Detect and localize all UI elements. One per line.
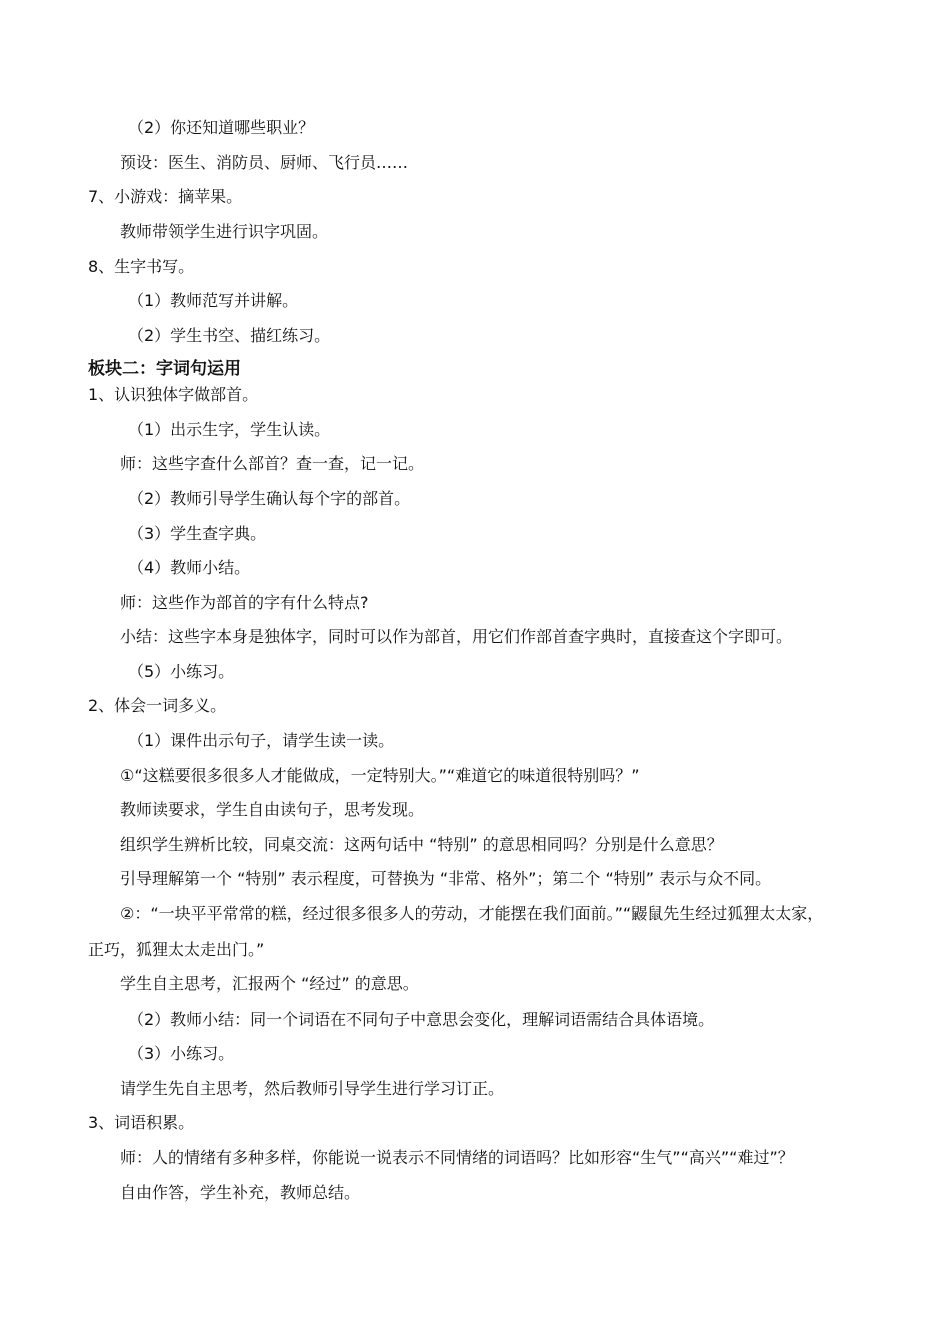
numbered-item: 1、认识独体字做部首。 xyxy=(88,385,259,404)
text-line: 引导理解第一个 “特别” 表示程度，可替换为 “非常、格外”；第二个 “特别” 表示与众不同。 xyxy=(120,869,772,888)
text-line: （3）小练习。 xyxy=(128,1044,235,1063)
numbered-item: 2、体会一词多义。 xyxy=(88,696,227,715)
numbered-item: 8、生字书写。 xyxy=(88,257,195,276)
text-line: 学生自主思考，汇报两个 “经过” 的意思。 xyxy=(120,974,419,993)
text-line: 教师读要求，学生自由读句子，思考发现。 xyxy=(120,800,425,819)
text-line: 师：这些字查什么部首？查一查，记一记。 xyxy=(120,454,425,473)
text-line: 预设：医生、消防员、厨师、飞行员…… xyxy=(120,153,409,172)
text-line: 自由作答，学生补充，教师总结。 xyxy=(120,1183,361,1202)
text-line: （3）学生查字典。 xyxy=(128,524,267,543)
text-line: （2）你还知道哪些职业？ xyxy=(128,118,315,137)
text-line: 师：人的情绪有多种多样，你能说一说表示不同情绪的词语吗？比如形容“生气”“高兴”“难过”？ xyxy=(120,1148,794,1167)
text-line: （1）出示生字，学生认读。 xyxy=(128,420,331,439)
text-line: （1）课件出示句子，请学生读一读。 xyxy=(128,731,395,750)
text-line: 教师带领学生进行识字巩固。 xyxy=(120,222,329,241)
text-line: （2）教师小结：同一个词语在不同句子中意思会变化，理解词语需结合具体语境。 xyxy=(128,1010,715,1029)
section-heading: 板块二：字词句运用 xyxy=(88,359,241,379)
numbered-item: 7、小游戏：摘苹果。 xyxy=(88,187,243,206)
text-line: （2）教师引导学生确认每个字的部首。 xyxy=(128,489,411,508)
text-line: ①“这糕要很多很多人才能做成，一定特别大。”“难道它的味道很特别吗？” xyxy=(120,766,640,785)
text-line: （1）教师范写并讲解。 xyxy=(128,291,299,310)
text-line: 组织学生辨析比较，同桌交流：这两句话中 “特别” 的意思相同吗？分别是什么意思？ xyxy=(120,835,723,854)
text-line: 师：这些作为部首的字有什么特点? xyxy=(120,593,369,612)
text-line: （2）学生书空、描红练习。 xyxy=(128,326,331,345)
text-line: ②：“一块平平常常的糕，经过很多很多人的劳动，才能摆在我们面前。”“鼹鼠先生经过狐狸太太家， xyxy=(120,904,824,923)
numbered-item: 3、词语积累。 xyxy=(88,1113,195,1132)
text-line: （4）教师小结。 xyxy=(128,558,251,577)
text-line: （5）小练习。 xyxy=(128,662,235,681)
text-line: 请学生先自主思考，然后教师引导学生进行学习订正。 xyxy=(120,1079,505,1098)
text-line: 正巧，狐狸太太走出门。” xyxy=(88,940,265,959)
text-line: 小结：这些字本身是独体字，同时可以作为部首，用它们作部首查字典时，直接查这个字即可。 xyxy=(120,627,793,646)
